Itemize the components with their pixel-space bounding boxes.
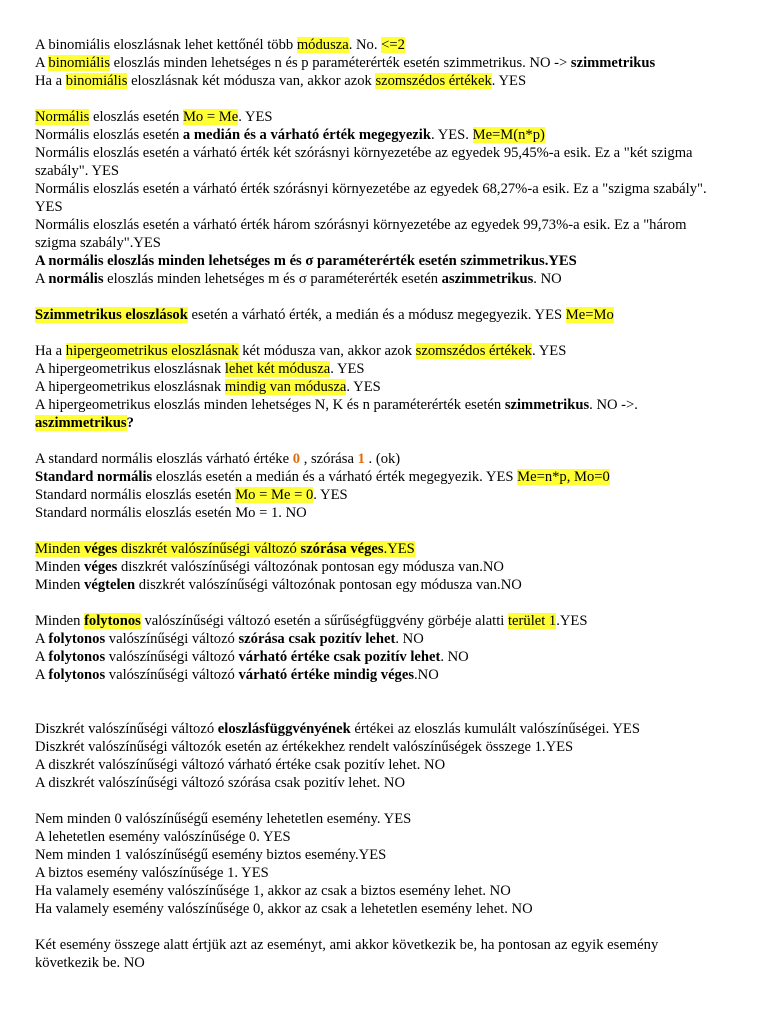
bold-text: A normális eloszlás minden lehetséges m és σ paraméterérték esetén szimmetrikus.YES [35, 253, 577, 269]
bold-text: szimmetrikus [504, 397, 590, 413]
text-segment: diszkrét valószínűségi változónak pontosan egy módusza van.NO [135, 577, 522, 593]
text-segment: . YES [531, 343, 567, 359]
text-segment: A lehetetlen esemény valószínűsége 0. YES [35, 829, 291, 845]
text-segment: eloszlás minden lehetséges m és σ paraméterérték esetén [103, 271, 442, 287]
text-line [35, 630, 735, 648]
bold-text: aszimmetrikus [441, 271, 534, 287]
text-line [35, 126, 735, 144]
text-line [35, 450, 735, 468]
highlighted-text: Minden [35, 541, 85, 557]
text-segment: Ha valamely esemény valószínűsége 1, akkor az csak a biztos esemény lehet. NO [35, 883, 511, 899]
text-segment: Ha a [35, 343, 66, 359]
text-segment: . NO [440, 649, 469, 665]
text-segment: A diszkrét valószínűségi változó várható értéke csak pozitív lehet. NO [35, 757, 446, 773]
text-segment: következik be. NO [35, 955, 145, 971]
text-segment: Diszkrét valószínűségi változó [35, 721, 218, 737]
highlighted-text: lehet két módusza [224, 361, 331, 377]
text-line [35, 108, 735, 126]
text-segment: A binomiális eloszlásnak lehet kettőnél több [35, 37, 297, 53]
text-segment: valószínűségi változó [105, 631, 239, 647]
text-line [35, 252, 735, 270]
text-line [35, 234, 735, 252]
text-line [35, 54, 735, 72]
text-segment: . YES [491, 73, 527, 89]
text-segment: Normális eloszlás esetén [35, 127, 183, 143]
bold-text: ? [126, 415, 134, 431]
text-segment: A diszkrét valószínűségi változó szórása csak pozitív lehet. NO [35, 775, 406, 791]
text-segment: Normális eloszlás esetén a várható érték három szórásnyi környezetébe az egyedek 99,73%-a esik. Ez a "három [35, 217, 687, 233]
text-line [35, 216, 735, 234]
text-segment: . YES [346, 379, 381, 395]
text-segment: valószínűségi változó esetén a sűrűségfüggvény görbéje alatti [140, 613, 508, 629]
text-segment: esetén a várható érték, a medián és a módusz megegyezik. YES [187, 307, 566, 323]
text-segment: 0 [292, 451, 301, 467]
highlighted-text: terület 1 [508, 613, 557, 629]
text-segment: . (ok) [364, 451, 401, 467]
bold-text: eloszlásfüggvényének [217, 721, 351, 737]
text-segment: A biztos esemény valószínűsége 1. YES [35, 865, 269, 881]
text-segment: Ha a [35, 73, 66, 89]
text-segment: . YES [313, 487, 348, 503]
text-line [35, 468, 735, 486]
text-segment: valószínűségi változó [105, 649, 239, 665]
text-segment: Minden [35, 577, 85, 593]
highlighted-text: szomszédos értékek [375, 73, 492, 89]
bold-text: folytonos [48, 631, 106, 647]
text-segment: A [35, 667, 49, 683]
text-segment: diszkrét valószínűségi változónak pontosan egy módusza van.NO [117, 559, 504, 575]
bold-text: szórása csak pozitív lehet [238, 631, 396, 647]
highlighted-text: <=2 [381, 37, 405, 53]
text-line [35, 162, 735, 180]
highlighted-text: Me=Mo [565, 307, 614, 323]
text-segment: A [35, 631, 49, 647]
highlighted-text: hipergeometrikus eloszlásnak [65, 343, 239, 359]
bold-text: folytonos [48, 667, 106, 683]
text-segment: valószínűségi változó [105, 667, 239, 683]
text-segment: . NO [395, 631, 424, 647]
text-segment: . No. [348, 37, 382, 53]
text-segment: Minden [35, 559, 85, 575]
text-segment: szabály". YES [35, 163, 120, 179]
text-segment: Nem minden 0 valószínűségű esemény lehetetlen esemény. YES [35, 811, 412, 827]
text-segment: A hipergeometrikus eloszlásnak [35, 361, 225, 377]
highlighted-text: Mo = Me = 0 [235, 487, 314, 503]
text-line [35, 486, 735, 504]
bold-text: várható értéke mindig véges [238, 667, 414, 683]
text-segment: . YES [238, 109, 273, 125]
highlighted-text: Me=M(n*p) [472, 127, 545, 143]
text-segment: Nem minden 1 valószínűségű esemény biztos esemény.YES [35, 847, 387, 863]
text-line [35, 738, 735, 756]
text-segment: Standard normális eloszlás esetén Mo = 1. NO [35, 505, 307, 521]
text-line [35, 648, 735, 666]
text-line [35, 576, 735, 594]
text-line [35, 414, 735, 432]
text-segment: eloszlás esetén a medián és a várható érték megegyezik. YES [152, 469, 518, 485]
text-line [35, 954, 735, 972]
text-line [35, 504, 735, 522]
highlighted-text: mindig van módusza [224, 379, 347, 395]
text-segment: A [35, 649, 49, 665]
text-segment: Diszkrét valószínűségi változók esetén az értékekhez rendelt valószínűségek összege 1.YES [35, 739, 574, 755]
highlighted-text: binomiális [65, 73, 128, 89]
highlighted-text: szórása véges [300, 541, 384, 557]
text-segment: A [35, 271, 49, 287]
text-line [35, 828, 735, 846]
text-segment: Normális eloszlás esetén a várható érték szórásnyi környezetébe az egyedek 68,27%-a esik. Ez a "szigma szabály". [35, 181, 707, 197]
text-line [35, 198, 735, 216]
text-line [35, 846, 735, 864]
highlighted-text: .YES [383, 541, 415, 557]
text-segment: eloszlás esetén [89, 109, 183, 125]
text-line [35, 774, 735, 792]
highlighted-text: folytonos [84, 613, 141, 629]
text-line [35, 144, 735, 162]
highlighted-text: szomszédos értékek [415, 343, 532, 359]
bold-text: várható értéke csak pozitív lehet [238, 649, 441, 665]
text-line [35, 72, 735, 90]
bold-text: normális [48, 271, 104, 287]
text-line [35, 396, 735, 414]
text-line [35, 558, 735, 576]
text-segment: Ha valamely esemény valószínűsége 0, akkor az csak a lehetetlen esemény lehet. NO [35, 901, 533, 917]
highlighted-text: Mo = Me [182, 109, 239, 125]
text-segment: A [35, 55, 49, 71]
text-line [35, 306, 735, 324]
highlighted-text: Me=n*p, Mo=0 [517, 469, 610, 485]
text-segment: YES [35, 199, 63, 215]
highlighted-text: Szimmetrikus eloszlások [35, 307, 188, 323]
text-line [35, 378, 735, 396]
text-line [35, 756, 735, 774]
text-line [35, 540, 735, 558]
text-line [35, 270, 735, 288]
text-line [35, 342, 735, 360]
highlighted-text: aszimmetrikus [35, 415, 127, 431]
text-segment: , szórása [300, 451, 358, 467]
text-segment: eloszlásnak két módusza van, akkor azok [127, 73, 376, 89]
text-line [35, 666, 735, 684]
text-segment: szigma szabály".YES [35, 235, 161, 251]
highlighted-text: binomiális [48, 55, 111, 71]
text-segment: Két esemény összege alatt értjük azt az eseményt, ami akkor következik be, ha pontosan az egyik esemény [35, 937, 659, 953]
text-line [35, 936, 735, 954]
highlighted-text: módusza [296, 37, 349, 53]
highlighted-text: Normális [35, 109, 90, 125]
text-line [35, 882, 735, 900]
text-segment: Minden [35, 613, 85, 629]
text-line [35, 900, 735, 918]
text-segment: Normális eloszlás esetén a várható érték két szórásnyi környezetébe az egyedek 95,45%-a esik. Ez a "két szigma [35, 145, 693, 161]
text-segment: 1 [357, 451, 365, 467]
text-segment: A hipergeometrikus eloszlás minden lehetséges N, K és n paraméterérték esetén [35, 397, 505, 413]
text-segment: . NO [533, 271, 562, 287]
text-segment: A hipergeometrikus eloszlásnak [35, 379, 225, 395]
bold-text: folytonos [48, 649, 106, 665]
text-segment: értékei az eloszlás kumulált valószínűségei. YES [350, 721, 640, 737]
text-line [35, 864, 735, 882]
text-line [35, 720, 735, 738]
text-segment: .YES [556, 613, 588, 629]
bold-text: Standard normális [35, 469, 153, 485]
text-line [35, 180, 735, 198]
text-line [35, 612, 735, 630]
text-line [35, 810, 735, 828]
text-segment: A standard normális eloszlás várható értéke [35, 451, 293, 467]
bold-text: végtelen [84, 577, 136, 593]
highlighted-text: diszkrét valószínűségi változó [117, 541, 301, 557]
text-line [35, 36, 735, 54]
bold-text: a medián és a várható érték megegyezik [182, 127, 431, 143]
text-segment: eloszlás minden lehetséges n és p paraméterérték esetén szimmetrikus. NO -> [110, 55, 571, 71]
text-segment: Standard normális eloszlás esetén [35, 487, 236, 503]
bold-text: véges [84, 559, 118, 575]
text-segment: . NO ->. [589, 397, 638, 413]
text-segment: két módusza van, akkor azok [238, 343, 416, 359]
bold-text: szimmetrikus [570, 55, 656, 71]
text-segment: . YES [330, 361, 365, 377]
text-segment: .NO [414, 667, 439, 683]
highlighted-text: véges [84, 541, 118, 557]
text-line [35, 360, 735, 378]
text-segment: . YES. [430, 127, 473, 143]
